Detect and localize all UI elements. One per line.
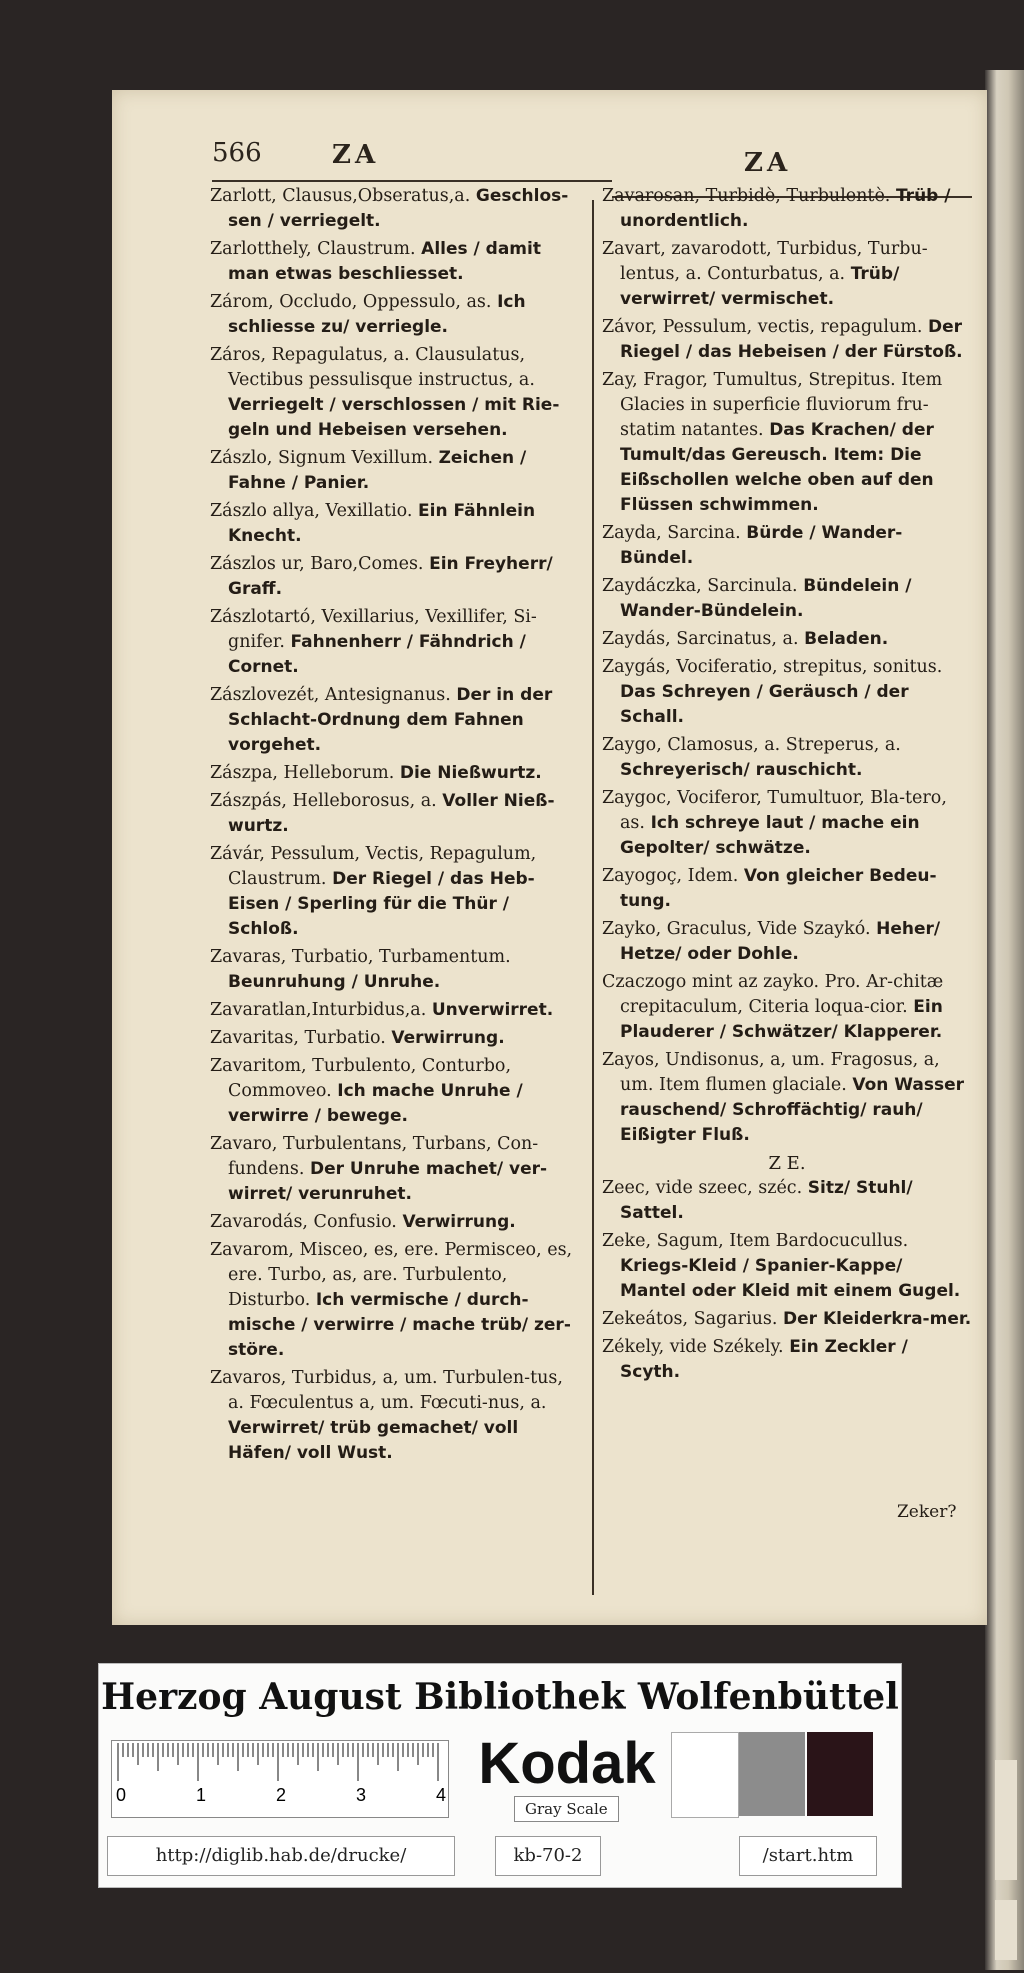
german-translation: Voller Nieß-wurtz. xyxy=(228,791,555,836)
latin-term: Zászpa, Helleborum. xyxy=(210,763,395,783)
dictionary-entry xyxy=(210,605,582,680)
dictionary-entry xyxy=(210,237,582,287)
header-rule xyxy=(212,180,612,182)
german-translation: Der Unruhe machet/ ver-wirret/ verunruhet. xyxy=(228,1159,548,1204)
ruler-number: 2 xyxy=(276,1785,287,1805)
german-translation: Von gleicher Bedeu-tung. xyxy=(620,866,937,911)
latin-term: Zayda, Sarcina. xyxy=(602,523,741,543)
latin-term: Zavarosan, Turbidè, Turbulentè. xyxy=(602,186,891,206)
column-divider xyxy=(592,200,594,1595)
latin-term: Zavaratlan,Inturbidus,a. xyxy=(210,1000,427,1020)
url-right: /start.htm xyxy=(739,1836,877,1876)
german-translation: Schreyerisch/ rauschicht. xyxy=(620,760,863,780)
dictionary-entry xyxy=(210,761,582,786)
book-page xyxy=(112,90,987,1625)
edge-tab xyxy=(995,1760,1017,1880)
latin-term: Zeke, Sagum, Item Bardocucullus. xyxy=(602,1231,909,1251)
german-translation: Beunruhung / Unruhe. xyxy=(228,972,441,992)
latin-term: Zékely, vide Székely. xyxy=(602,1337,784,1357)
ruler xyxy=(111,1740,449,1818)
latin-term: Zavarom, Misceo, es, ere. Permisceo, es, ere. Turbo, as, are. Turbulento, Disturbo. xyxy=(210,1240,573,1310)
latin-term: Zavart, zavarodott, Turbidus, Turbu-lentus, a. Conturbatus, a. xyxy=(602,239,928,284)
latin-term: Zaydáczka, Sarcinula. xyxy=(602,576,798,596)
dictionary-entry xyxy=(602,1307,972,1332)
page-header xyxy=(212,138,882,178)
german-translation: Trüb / unordentlich. xyxy=(620,186,951,231)
latin-term: Zászlovezét, Antesignanus. xyxy=(210,685,451,705)
dictionary-entry xyxy=(210,499,582,549)
german-translation: Verriegelt / verschlossen / mit Rie-geln und Hebeisen versehen. xyxy=(228,395,560,440)
dictionary-entry xyxy=(210,683,582,758)
german-translation: Das Schreyen / Geräusch / der Schall. xyxy=(620,682,909,727)
right-column xyxy=(602,184,972,1388)
german-translation: Ich vermische / durch-mische / verwirre / mache trüb/ zer-störe. xyxy=(228,1290,571,1360)
ruler-number: 0 xyxy=(116,1785,127,1805)
dictionary-entry xyxy=(210,998,582,1023)
ruler-number: 3 xyxy=(356,1785,367,1805)
latin-term: Zászlo allya, Vexillatio. xyxy=(210,501,413,521)
dictionary-entry xyxy=(210,1210,582,1235)
german-translation: Trüb/ verwirret/ vermischet. xyxy=(620,264,900,309)
latin-term: Zászlotartó, Vexillarius, Vexillifer, Si-gnifer. xyxy=(210,607,537,652)
gray-swatch-dark xyxy=(807,1732,873,1816)
dictionary-entry xyxy=(602,1335,972,1385)
german-translation: Heher/ Hetze/ oder Dohle. xyxy=(620,919,941,964)
latin-term: Zarlotthely, Claustrum. xyxy=(210,239,416,259)
german-translation: Beladen. xyxy=(804,629,889,649)
german-translation: Sitz/ Stuhl/ Sattel. xyxy=(620,1178,913,1223)
kodak-logo: Kodak xyxy=(478,1731,656,1796)
latin-term: Zászlo, Signum Vexillum. xyxy=(210,448,434,468)
german-translation: Der Kleiderkra-mer. xyxy=(783,1309,972,1329)
german-translation: Der in der Schlacht-Ordnung dem Fahnen vorgehet. xyxy=(228,685,553,755)
url-left: http://diglib.hab.de/drucke/ xyxy=(107,1836,455,1876)
dictionary-entry xyxy=(602,970,972,1045)
latin-term: Zarlott, Clausus,Obseratus,a. xyxy=(210,186,471,206)
left-running-head: ZA xyxy=(332,140,380,170)
dictionary-entry xyxy=(602,627,972,652)
german-translation: Geschlos-sen / verriegelt. xyxy=(228,186,569,231)
section-heading: Z E. xyxy=(768,1153,806,1174)
library-name: Herzog August Bibliothek Wolfenbüttel xyxy=(101,1676,899,1718)
latin-term: Zavaritas, Turbatio. xyxy=(210,1028,386,1048)
german-translation: Fahnenherr / Fähndrich / Cornet. xyxy=(228,632,526,677)
german-translation: Ein Freyherr/ Graff. xyxy=(228,554,553,599)
german-translation: Verwirrung. xyxy=(402,1212,516,1232)
target-bar xyxy=(98,1663,902,1888)
dictionary-entry xyxy=(602,1176,972,1226)
german-translation: Die Nießwurtz. xyxy=(399,763,542,783)
dictionary-entry xyxy=(210,1054,582,1129)
ruler-number: 4 xyxy=(436,1785,447,1805)
latin-term: Zekeátos, Sagarius. xyxy=(602,1309,778,1329)
latin-term: Záros, Repagulatus, a. Clausulatus, Vectibus pessulisque instructus, a. xyxy=(210,345,535,390)
adjacent-page-edge xyxy=(985,70,1024,1970)
latin-term: Zászpás, Helleborosus, a. xyxy=(210,791,437,811)
german-translation: Ich schreye laut / mache ein Gepolter/ schwätze. xyxy=(620,813,920,858)
dictionary-entry xyxy=(602,917,972,967)
german-translation: Ich mache Unruhe / verwirre / bewege. xyxy=(228,1081,523,1126)
dictionary-entry xyxy=(602,1229,972,1304)
latin-term: Czaczogo mint az zayko. Pro. Ar-chitæ crepitaculum, Citeria loqua-cior. xyxy=(602,972,944,1017)
german-translation: Zeichen / Fahne / Panier. xyxy=(228,448,527,493)
latin-term: Zayko, Graculus, Vide Szaykó. xyxy=(602,919,871,939)
german-translation: Alles / damit man etwas beschliesset. xyxy=(228,239,541,284)
latin-term: Zavarodás, Confusio. xyxy=(210,1212,397,1232)
edge-tab xyxy=(995,1900,1017,1960)
dictionary-entry xyxy=(210,1132,582,1207)
german-translation: Bündelein / Wander-Bündelein. xyxy=(620,576,912,621)
german-translation: Bürde / Wander-Bündel. xyxy=(620,523,903,568)
latin-term: Závor, Pessulum, vectis, repagulum. xyxy=(602,317,923,337)
dictionary-entry xyxy=(602,237,972,312)
latin-term: Zaydás, Sarcinatus, a. xyxy=(602,629,799,649)
latin-term: Zavaro, Turbulentans, Turbans, Con-fundens. xyxy=(210,1134,539,1179)
german-translation: Ich schliesse zu/ verriegle. xyxy=(228,292,526,337)
german-translation: Unverwirret. xyxy=(431,1000,554,1020)
right-running-head: ZA xyxy=(744,148,792,178)
dictionary-entry xyxy=(210,1238,582,1363)
latin-term: Zavaros, Turbidus, a, um. Turbulen-tus, a. Fœculentus a, um. Fœcuti-nus, a. xyxy=(210,1368,563,1413)
url-mid: kb-70-2 xyxy=(495,1836,601,1876)
dictionary-entry xyxy=(602,733,972,783)
german-translation: Kriegs-Kleid / Spanier-Kappe/ Mantel oder Kleid mit einem Gugel. xyxy=(620,1256,961,1301)
dictionary-entry xyxy=(210,1026,582,1051)
german-translation: Verwirrung. xyxy=(391,1028,505,1048)
latin-term: Závár, Pessulum, Vectis, Repagulum, Claustrum. xyxy=(210,844,537,889)
german-translation: Der Riegel / das Heb-Eisen / Sperling für die Thür / Schloß. xyxy=(228,869,535,939)
dictionary-entry xyxy=(602,521,972,571)
ruler-number: 1 xyxy=(196,1785,207,1805)
dictionary-entry xyxy=(210,789,582,839)
latin-term: Zavaritom, Turbulento, Conturbo, Commoveo. xyxy=(210,1056,512,1101)
dictionary-entry xyxy=(602,655,972,730)
gray-scale-label: Gray Scale xyxy=(514,1796,619,1822)
dictionary-entry xyxy=(602,786,972,861)
dictionary-entry xyxy=(210,290,582,340)
dictionary-entry xyxy=(602,368,972,518)
dictionary-entry xyxy=(210,343,582,443)
latin-term: Zayos, Undisonus, a, um. Fragosus, a, um. Item flumen glaciale. xyxy=(602,1050,940,1095)
gray-swatch-white xyxy=(671,1732,739,1818)
dictionary-entry xyxy=(210,842,582,942)
dictionary-entry xyxy=(210,1366,582,1466)
german-translation: Ein Zeckler / Scyth. xyxy=(620,1337,908,1382)
latin-term: Zaygás, Vociferatio, strepitus, sonitus. xyxy=(602,657,943,677)
latin-term: Zeec, vide szeec, széc. xyxy=(602,1178,803,1198)
german-translation: Ein Fähnlein Knecht. xyxy=(228,501,536,546)
german-translation: Das Krachen/ der Tumult/das Gereusch. Item: Die Eißschollen welche oben auf den Flüssen schwimmen. xyxy=(620,420,934,515)
page-number: 566 xyxy=(212,138,262,168)
latin-term: Zay, Fragor, Tumultus, Strepitus. Item Glacies in superficie fluviorum fru-statim natantes. xyxy=(602,370,943,440)
dictionary-entry xyxy=(602,864,972,914)
gray-swatch-mid xyxy=(739,1732,805,1816)
german-translation: Der Riegel / das Hebeisen / der Fürstoß. xyxy=(620,317,963,362)
latin-term: Zavaras, Turbatio, Turbamentum. xyxy=(210,947,511,967)
dictionary-entry xyxy=(602,315,972,365)
dictionary-entry xyxy=(602,1048,972,1148)
latin-term: Zayogoç, Idem. xyxy=(602,866,739,886)
ruler-ticks xyxy=(112,1741,448,1781)
dictionary-entry xyxy=(210,184,582,234)
dictionary-entry xyxy=(602,184,972,234)
dictionary-entry xyxy=(210,446,582,496)
german-translation: Ein Plauderer / Schwätzer/ Klapperer. xyxy=(620,997,943,1042)
german-translation: Von Wasser rauschend/ Schroffächtig/ rauh/ Eißigter Fluß. xyxy=(620,1075,965,1145)
latin-term: Zárom, Occludo, Oppessulo, as. xyxy=(210,292,492,312)
latin-term: Zászlos ur, Baro,Comes. xyxy=(210,554,424,574)
left-column xyxy=(210,184,582,1469)
dictionary-entry xyxy=(210,945,582,995)
latin-term: Zaygoc, Vociferor, Tumultuor, Bla-tero, as. xyxy=(602,788,947,833)
german-translation: Verwirret/ trüb gemachet/ voll Häfen/ voll Wust. xyxy=(228,1418,519,1463)
catchword: Zeker? xyxy=(897,1502,957,1522)
dictionary-entry xyxy=(210,552,582,602)
latin-term: Zaygo, Clamosus, a. Streperus, a. xyxy=(602,735,901,755)
dictionary-entry xyxy=(602,574,972,624)
